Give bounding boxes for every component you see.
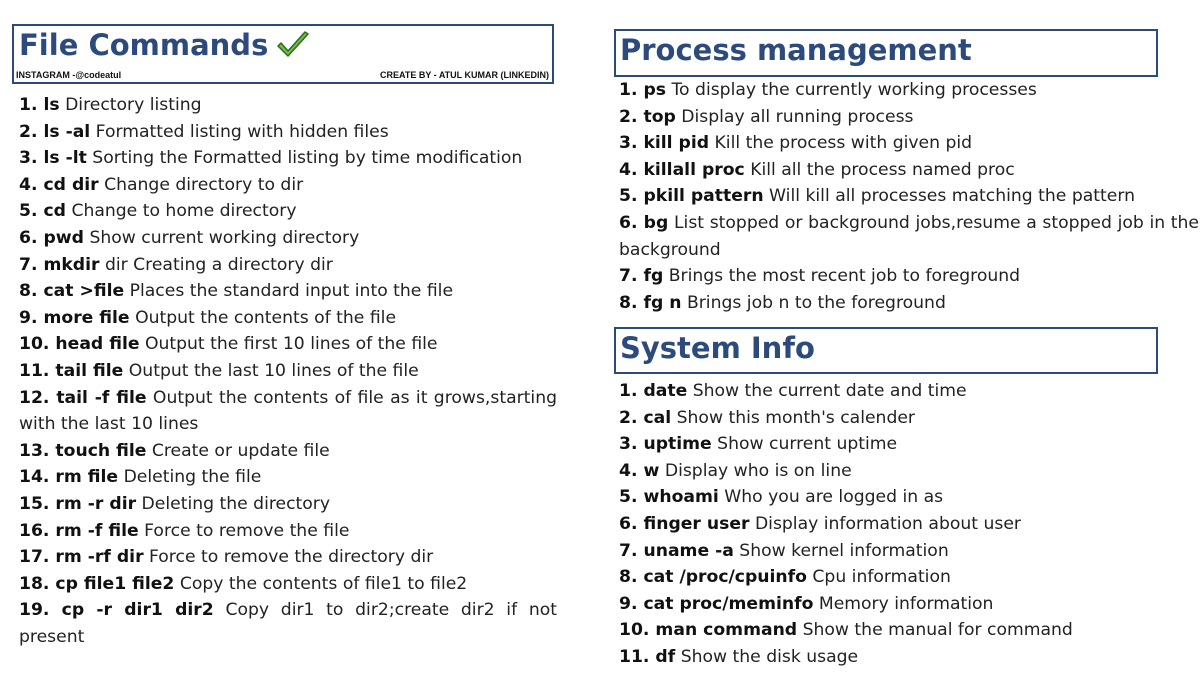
list-item [619, 183, 1199, 210]
file-commands-list [19, 92, 557, 650]
list-item [19, 358, 557, 385]
command-description: Display information about user [754, 513, 1021, 534]
list-item [619, 77, 1199, 104]
list-item [19, 385, 557, 438]
command-description: Output the last 10 lines of the file [128, 360, 419, 381]
process-management-header [614, 29, 1158, 77]
list-item [619, 290, 1199, 317]
instagram-credit: INSTAGRAM -@codeatul [16, 70, 122, 80]
checkmark-icon [276, 31, 310, 59]
command-name: 7. fg [619, 266, 664, 287]
command-name: 9. cat proc/meminfo [619, 593, 814, 614]
command-name: 6. bg [619, 212, 669, 233]
list-item [19, 331, 557, 358]
command-name: 4. w [619, 460, 660, 481]
command-name: 1. ls [19, 95, 60, 115]
list-item [619, 591, 1199, 618]
list-item [619, 405, 1199, 432]
command-description: Create or update file [151, 440, 330, 461]
command-description: Directory listing [65, 95, 202, 115]
command-name: 2. top [619, 106, 676, 127]
list-item [19, 145, 557, 172]
command-name: 14. rm file [19, 467, 119, 488]
command-description: Deleting the file [123, 467, 262, 488]
command-name: 13. touch file [19, 440, 147, 461]
command-description: Show the current date and time [692, 381, 967, 401]
command-description: Formatted listing with hidden files [95, 121, 389, 142]
process-management-title: Process management [620, 33, 972, 67]
command-name: 6. pwd [19, 227, 84, 248]
list-item [619, 130, 1199, 157]
command-description: dir Creating a directory dir [104, 254, 333, 275]
list-item [619, 458, 1199, 485]
file-commands-header [12, 24, 554, 84]
list-item [19, 172, 557, 199]
command-name: 2. ls -al [19, 121, 91, 142]
list-item [619, 104, 1199, 131]
list-item [619, 644, 1199, 671]
list-item [19, 198, 557, 225]
command-description: Cpu information [812, 567, 951, 588]
command-name: 4. killall proc [619, 159, 745, 180]
command-name: 18. cp file1 file2 [19, 573, 175, 594]
command-name: 5. whoami [619, 487, 719, 508]
command-name: 10. man command [619, 620, 798, 641]
command-description: To display the currently working processes [671, 80, 1037, 100]
command-description: Force to remove the file [144, 520, 350, 541]
command-description: Kill the process with given pid [714, 133, 973, 154]
command-description: Memory information [818, 593, 994, 614]
system-info-list [619, 378, 1199, 671]
file-commands-title: File Commands [19, 28, 310, 62]
command-description: Output the contents of the file [135, 307, 397, 328]
command-description: Will kill all processes matching the pattern [769, 186, 1136, 207]
command-description: Who you are logged in as [724, 487, 944, 508]
system-info-header [614, 327, 1158, 374]
command-description: Change directory to dir [104, 174, 304, 195]
command-description: Show the manual for command [802, 620, 1073, 641]
list-item [19, 518, 557, 545]
command-description: Output the contents of file as it grows,starting with the last 10 lines [19, 387, 557, 435]
list-item [19, 278, 557, 305]
list-item [19, 464, 557, 491]
command-description: Show the disk usage [680, 646, 859, 667]
list-item [19, 119, 557, 146]
command-description: Display all running process [681, 106, 914, 127]
command-name: 8. cat /proc/cpuinfo [619, 567, 807, 588]
command-name: 3. kill pid [619, 133, 710, 154]
command-name: 6. finger user [619, 513, 750, 534]
command-name: 9. more file [19, 307, 130, 328]
list-item [19, 597, 557, 650]
list-item [19, 491, 557, 518]
command-description: Show current uptime [717, 434, 898, 455]
list-item [619, 538, 1199, 565]
command-name: 4. cd dir [19, 174, 99, 195]
list-item [19, 571, 557, 598]
command-description: Display who is on line [664, 460, 852, 481]
command-description: Places the standard input into the file [129, 281, 454, 302]
command-description: List stopped or background jobs,resume a stopped job in the background [619, 212, 1199, 260]
command-name: 5. cd [19, 201, 66, 222]
command-name: 2. cal [619, 407, 672, 428]
list-item [619, 564, 1199, 591]
command-name: 11. tail file [19, 360, 124, 381]
command-description: Deleting the directory [141, 493, 331, 514]
list-item [19, 305, 557, 332]
list-item [19, 252, 557, 279]
command-name: 1. ps [619, 80, 667, 100]
command-description: Force to remove the directory dir [149, 547, 434, 568]
command-name: 8. fg n [619, 292, 682, 313]
command-description: Show kernel information [739, 540, 949, 561]
command-description: Kill all the process named proc [750, 159, 1015, 180]
command-description: Brings the most recent job to foreground [668, 266, 1021, 287]
command-name: 16. rm -f file [19, 520, 139, 541]
list-item [619, 617, 1199, 644]
command-description: Output the first 10 lines of the file [144, 334, 438, 355]
list-item [619, 210, 1199, 263]
command-description: Copy dir1 to dir2;create dir2 if not present [19, 600, 557, 647]
command-name: 3. uptime [619, 434, 712, 455]
list-item [19, 544, 557, 571]
command-name: 19. cp -r dir1 dir2 [19, 600, 214, 621]
system-info-title: System Info [620, 331, 815, 365]
list-item [619, 157, 1199, 184]
command-name: 12. tail -f file [19, 387, 147, 408]
list-item [19, 438, 557, 465]
command-description: Show this month's calender [676, 407, 915, 428]
command-description: Copy the contents of file1 to file2 [179, 573, 468, 594]
command-name: 5. pkill pattern [619, 186, 764, 207]
list-item [619, 511, 1199, 538]
command-name: 15. rm -r dir [19, 493, 137, 514]
command-name: 11. df [619, 646, 676, 667]
list-item [619, 431, 1199, 458]
command-description: Change to home directory [71, 201, 297, 222]
creator-credit: CREATE BY - ATUL KUMAR (LINKEDIN) [380, 70, 549, 80]
list-item [619, 484, 1199, 511]
list-item [619, 378, 1199, 405]
process-management-list [619, 77, 1199, 316]
command-name: 7. mkdir [19, 254, 100, 275]
command-description: Sorting the Formatted listing by time modification [92, 148, 523, 169]
command-name: 7. uname -a [619, 540, 734, 561]
command-name: 10. head file [19, 334, 140, 355]
command-name: 1. date [619, 381, 688, 401]
list-item [619, 263, 1199, 290]
command-name: 3. ls -lt [19, 148, 87, 169]
list-item [19, 225, 557, 252]
command-name: 17. rm -rf dir [19, 547, 144, 568]
command-name: 8. cat >file [19, 281, 125, 302]
command-description: Brings job n to the foreground [686, 292, 946, 313]
command-description: Show current working directory [89, 227, 360, 248]
list-item [19, 92, 557, 119]
